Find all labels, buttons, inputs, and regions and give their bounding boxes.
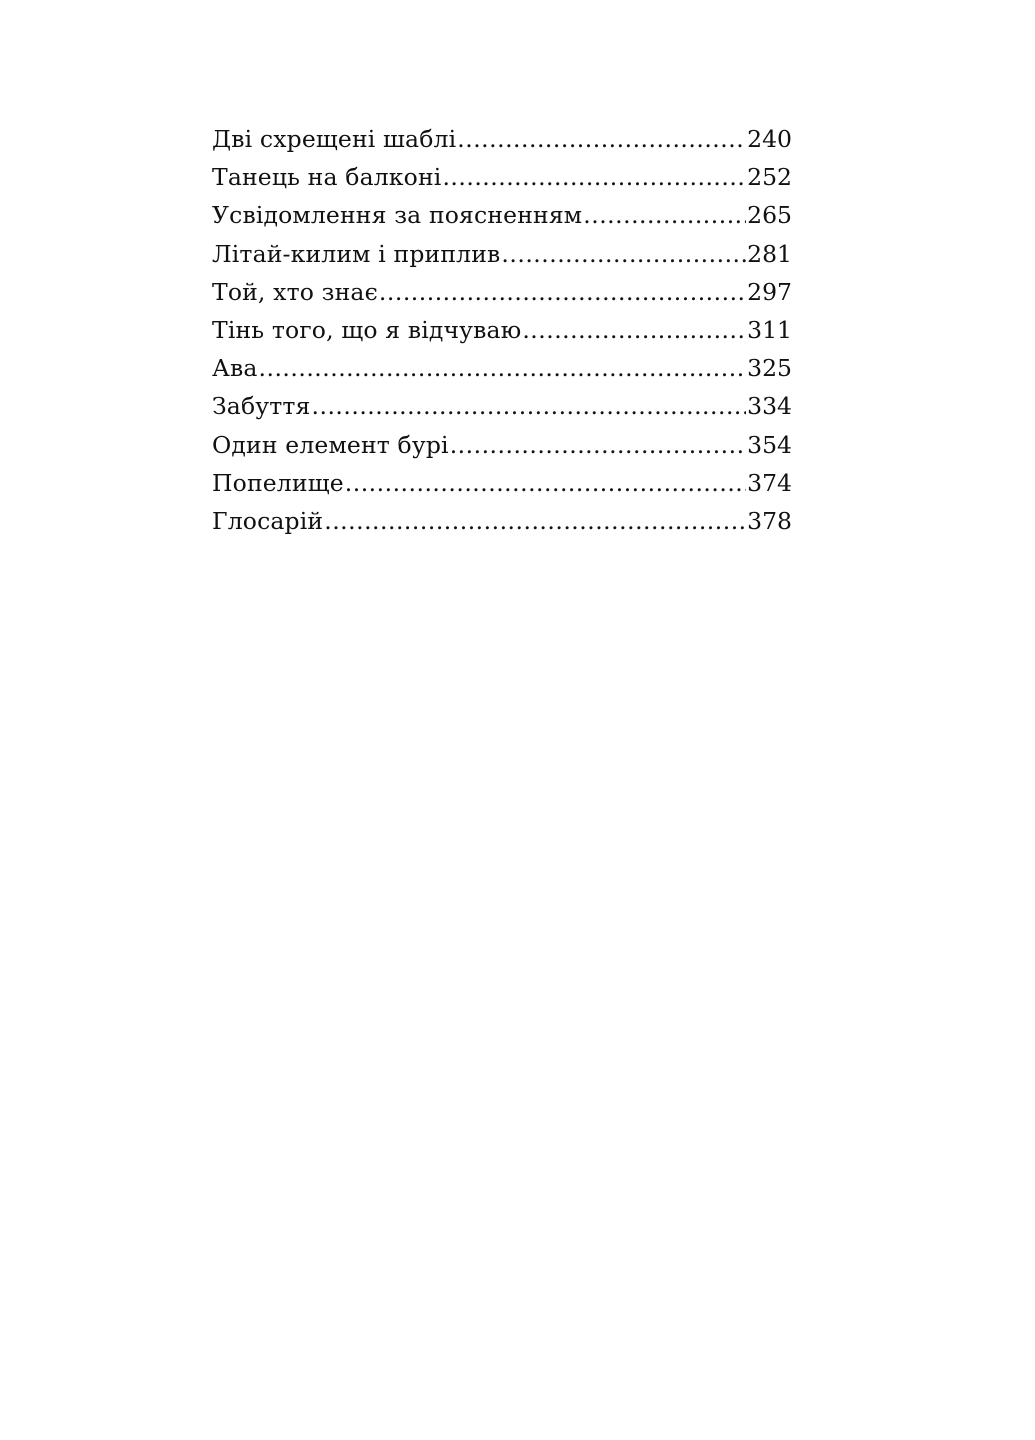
dot-leader <box>457 120 746 158</box>
toc-entry-page: 240 <box>747 125 792 153</box>
dot-leader <box>442 158 746 196</box>
toc-entry[interactable] <box>212 349 792 387</box>
dot-leader <box>312 387 747 425</box>
toc-entry[interactable] <box>212 502 792 540</box>
toc-entry[interactable] <box>212 464 792 502</box>
toc-entry[interactable] <box>212 235 792 273</box>
toc-entry-title: Усвідомлення за поясненням <box>212 201 583 230</box>
toc-entry-page: 311 <box>747 315 792 344</box>
table-of-contents <box>212 120 792 540</box>
toc-entry[interactable] <box>212 387 792 425</box>
dot-leader <box>501 235 746 273</box>
toc-entry-page: 378 <box>747 506 792 535</box>
toc-entry[interactable] <box>212 120 792 158</box>
dot-leader <box>345 464 746 502</box>
toc-entry-page: 252 <box>747 163 792 192</box>
toc-entry-page: 354 <box>747 430 792 459</box>
dot-leader <box>379 273 746 311</box>
toc-entry-title: Тінь того, що я відчуваю <box>212 315 522 344</box>
toc-entry-title: Ава <box>212 354 258 383</box>
toc-entry-title: Один елемент бурі <box>212 430 449 459</box>
toc-entry-title: Глосарій <box>212 506 324 535</box>
dot-leader <box>324 502 746 540</box>
toc-entry-page: 334 <box>747 392 792 421</box>
toc-entry[interactable] <box>212 196 792 234</box>
toc-entry-page: 325 <box>747 354 792 383</box>
dot-leader <box>522 311 746 349</box>
dot-leader <box>450 426 746 464</box>
toc-entry[interactable] <box>212 158 792 196</box>
toc-entry-title: Забуття <box>212 392 311 421</box>
toc-entry-page: 265 <box>747 201 792 230</box>
dot-leader <box>583 196 746 234</box>
toc-entry-title: Той, хто знає <box>212 277 378 306</box>
toc-entry-page: 297 <box>747 277 792 306</box>
toc-entry-title: Дві схрещені шаблі <box>212 125 457 153</box>
toc-entry-page: 281 <box>747 239 792 268</box>
toc-entry-title: Літай-килим і приплив <box>212 239 501 268</box>
dot-leader <box>259 349 747 387</box>
toc-entry[interactable] <box>212 426 792 464</box>
toc-entry-title: Попелище <box>212 468 344 497</box>
toc-entry-page: 374 <box>747 468 792 497</box>
toc-entry[interactable] <box>212 311 792 349</box>
toc-entry[interactable] <box>212 273 792 311</box>
toc-entry-title: Танець на балконі <box>212 163 442 192</box>
